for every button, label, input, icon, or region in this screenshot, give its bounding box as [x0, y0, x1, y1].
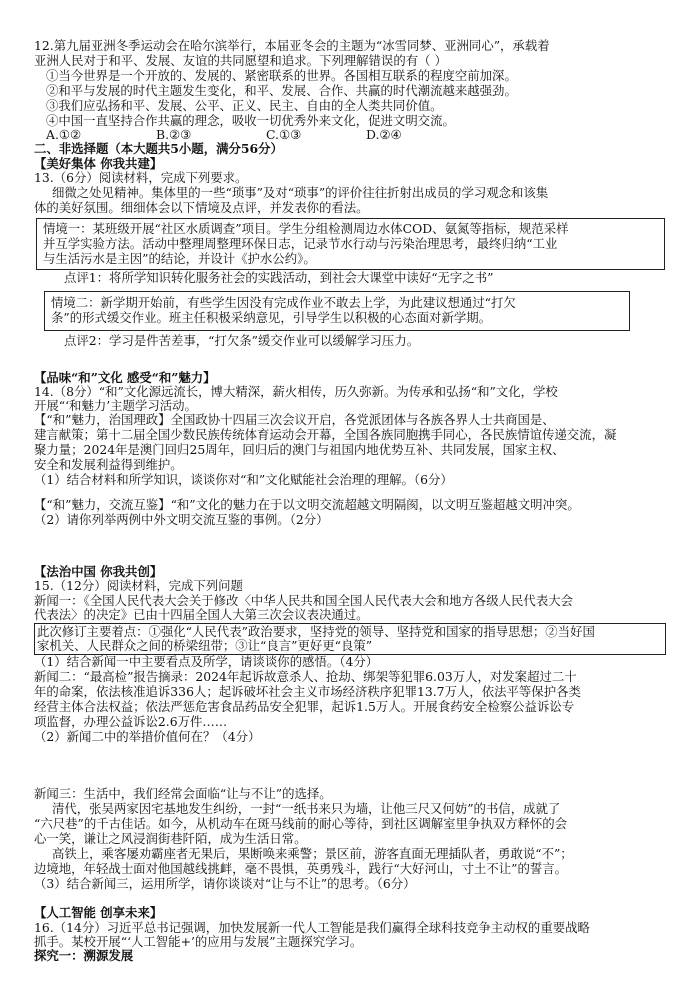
q12-stem-line2: 亚洲人民对于和平、发展、友谊的共同愿望和追求。下列理解错误的有（ ） [34, 53, 447, 68]
q15-news3-line6: 边境地，年轻战士面对他国越线挑衅，毫不畏惧，英勇残斗，践行“大好河山，寸土不让”的誓言。 [34, 861, 568, 876]
revision-points-line1: 此次修订主要着点：①强化“人民代表”政治要求，坚持党的领导、坚持党和国家的指导思想；②当好国 [37, 624, 595, 639]
q15-news2-line3: 经营主体合法权益；依法严惩危害食品药品安全犯罪，起诉1.5万人。开展食药安全检察公益诉讼专 [34, 699, 575, 714]
q15-heading: 【法治中国 你我共创】 [34, 564, 163, 579]
q12-option-3: ③我们应弘扬和平、发展、公平、正义、民主、自由的全人类共同价值。 [46, 98, 443, 113]
q16-explore-one: 探究一：溯源发展 [34, 948, 134, 963]
q12-option-1: ①当今世界是一个开放的、发展的、紧密联系的世界。各国相互联系的程度空前加深。 [46, 68, 517, 83]
q15-news3-line3: “六尺巷”的千古佳话。如今，从机动车在斑马线前的耐心等待，到社区调解室里争执双方释怀的会 [34, 816, 568, 831]
scenario-two-line2: 条”的形式缓交作业。班主任积极采纳意见，引导学生以积极的心态面对新学期。 [51, 310, 492, 325]
q13-intro-line1: 细微之处见精神。集体里的一些“琐事”及对“琐事”的评价往往折射出成员的学习观念和该集 [52, 185, 549, 200]
q15-news1-line1: 新闻一：《全国人民代表大会关于修改〈中华人民共和国全国人民代表大会和地方各级人民代表大会 [34, 593, 573, 608]
q15-news3-line2: 清代，张吴两家因宅基地发生纠纷，一封“一纸书来只为墙，让他三尺又何妨”的书信，成就了 [52, 801, 561, 816]
scenario-two-box [44, 291, 630, 331]
choice-d: D.②④ [366, 127, 402, 142]
q15-news2-line4: 项监督，办理公益诉讼2.6万件…… [34, 714, 228, 729]
q15-news2-line1: 新闻二：“最高检”报告摘录：2024年起诉故意杀人、抢劫、绑架等犯罪6.03万人，对发案超过二十 [34, 669, 577, 684]
section-two-heading: 二、非选择题（本大题共5小题，满分56分） [34, 141, 283, 156]
q15-subquestion-1: （1）结合新闻一中主要看点及所学，请谈谈你的感悟。（4分） [34, 654, 379, 669]
q15-news3-line5: 高铁上，乘客屡劝霸座者无果后，果断唤来乘警；景区前，游客直面无理插队者，勇敢说“不”； [52, 846, 573, 861]
scenario-two-line1: 情境二：新学期开始前，有些学生因没有完成作业不敢去上学，为此建议想通过“打欠 [51, 295, 516, 310]
q14-para1-line1: 【“和”魅力，治国理政】全国政协十四届三次会议开启，各党派团体与各族各界人士共商国是、 [34, 412, 555, 427]
q15-news3-line1: 新闻三：生活中，我们经常会面临“让与不让”的选择。 [34, 786, 332, 801]
q15-subquestion-2: （2）新闻二中的举措价值何在？（4分） [34, 729, 261, 744]
choice-a: A.①② [46, 127, 82, 142]
q14-para2: 【“和”魅力，交流互鉴】“和”文化的魅力在于以文明交流超越文明隔阂，以文明互鉴超越文明冲突。 [34, 497, 580, 512]
scenario-one-box [36, 218, 665, 270]
q14-subquestion-1: （1）结合材料和所学知识，谈谈你对“和”文化赋能社会治理的理解。（6分） [34, 472, 453, 487]
q16-heading: 【人工智能 创享未来】 [34, 905, 163, 920]
q15-news1-line2: 代表法〉的决定》已由十四届全国人大第三次会议表决通过。 [34, 607, 369, 622]
q14-para1-line3: 聚力量；2024年是澳门回归25周年，回归后的澳门与祖国内地优势互补、共同发展，国家主权、 [34, 442, 565, 457]
q14-stem-line1: 14.（8分）“和”文化源远流长，博大精深，薪火相传，历久弥新。为传承和弘扬“和”文化，学校 [34, 384, 558, 399]
revision-points-line2: 家机关、人民群众之间的桥梁纽带；③让“良言”更好更“良策” [37, 638, 373, 653]
q16-stem-line2: 抓手。某校开展“‘人工智能+’的应用与发展”主题探究学习。 [34, 934, 363, 949]
q14-para1-line2: 建言献策；第十二届全国少数民族传统体育运动会开幕，全国各族同胞携手同心，各民族情谊传递交流，凝 [34, 427, 617, 442]
choice-b: B.②③ [156, 127, 192, 142]
q14-heading: 【品味“和”文化 感受“和”魅力】 [34, 370, 216, 385]
q12-option-4: ④中国一直坚持合作共赢的理念，吸收一切优秀外来文化，促进文明交流。 [46, 113, 455, 128]
q15-stem: 15.（12分）阅读材料，完成下列问题 [34, 578, 243, 593]
q12-option-2: ②和平与发展的时代主题发生变化，和平、发展、合作、共赢的时代潮流越来越强劲。 [46, 83, 517, 98]
q14-subquestion-2: （2）请你列举两例中外文明交流互鉴的事例。（2分） [34, 512, 329, 527]
comment-one: 点评1：将所学知识转化服务社会的实践活动，到社会大课堂中读好“无字之书” [64, 270, 494, 285]
q16-stem-line1: 16.（14分）习近平总书记强调，加快发展新一代人工智能是我们赢得全球科技竞争主动权的重要战略 [34, 920, 590, 935]
scenario-one-line3: 与生活污水是主因”的结论，并设计《护水公约》。 [43, 251, 316, 266]
q13-stem: 13.（6分）阅读材料，完成下列要求。 [34, 170, 248, 185]
choice-c: C.①③ [266, 127, 302, 142]
q14-stem-line2: 开展“‘和魅力’主题学习活动。 [34, 398, 197, 413]
q15-news2-line2: 年的命案，依法核准追诉336人；起诉破坏社会主义市场经济秩序犯罪13.7万人，依法平等保护各类 [34, 684, 581, 699]
scenario-one-line1: 情境一：某班级开展“社区水质调查”项目。学生分组检测周边水体COD、氨氮等指标，规范采样 [43, 221, 569, 236]
q13-heading: 【美好集体 你我共建】 [34, 156, 163, 171]
revision-points-box [34, 623, 666, 655]
q15-subquestion-3: （3）结合新闻三，运用所学，请你谈谈对“让与不让”的思考。（6分） [34, 876, 416, 891]
comment-two: 点评2：学习是件苦差事，“打欠条”缓交作业可以缓解学习压力。 [64, 333, 420, 348]
q14-para1-line4: 安全和发展利益得到维护。 [34, 457, 183, 472]
q15-news3-line4: 心一笑，谦让之风浸润街巷阡陌，成为生活日常。 [34, 831, 307, 846]
q12-stem-line1: 12.第九届亚洲冬季运动会在哈尔滨举行，本届亚冬会的主题为“冰雪同梦、亚洲同心”，承载着 [34, 38, 550, 53]
scenario-one-line2: 并互学实验方法。活动中整理周整理环保日志，记录节水行动与污染治理思考，最终归纳“工业 [43, 236, 558, 251]
q13-intro-line2: 体的美好氛围。细细体会以下情境及点评，并发表你的看法。 [34, 200, 369, 215]
